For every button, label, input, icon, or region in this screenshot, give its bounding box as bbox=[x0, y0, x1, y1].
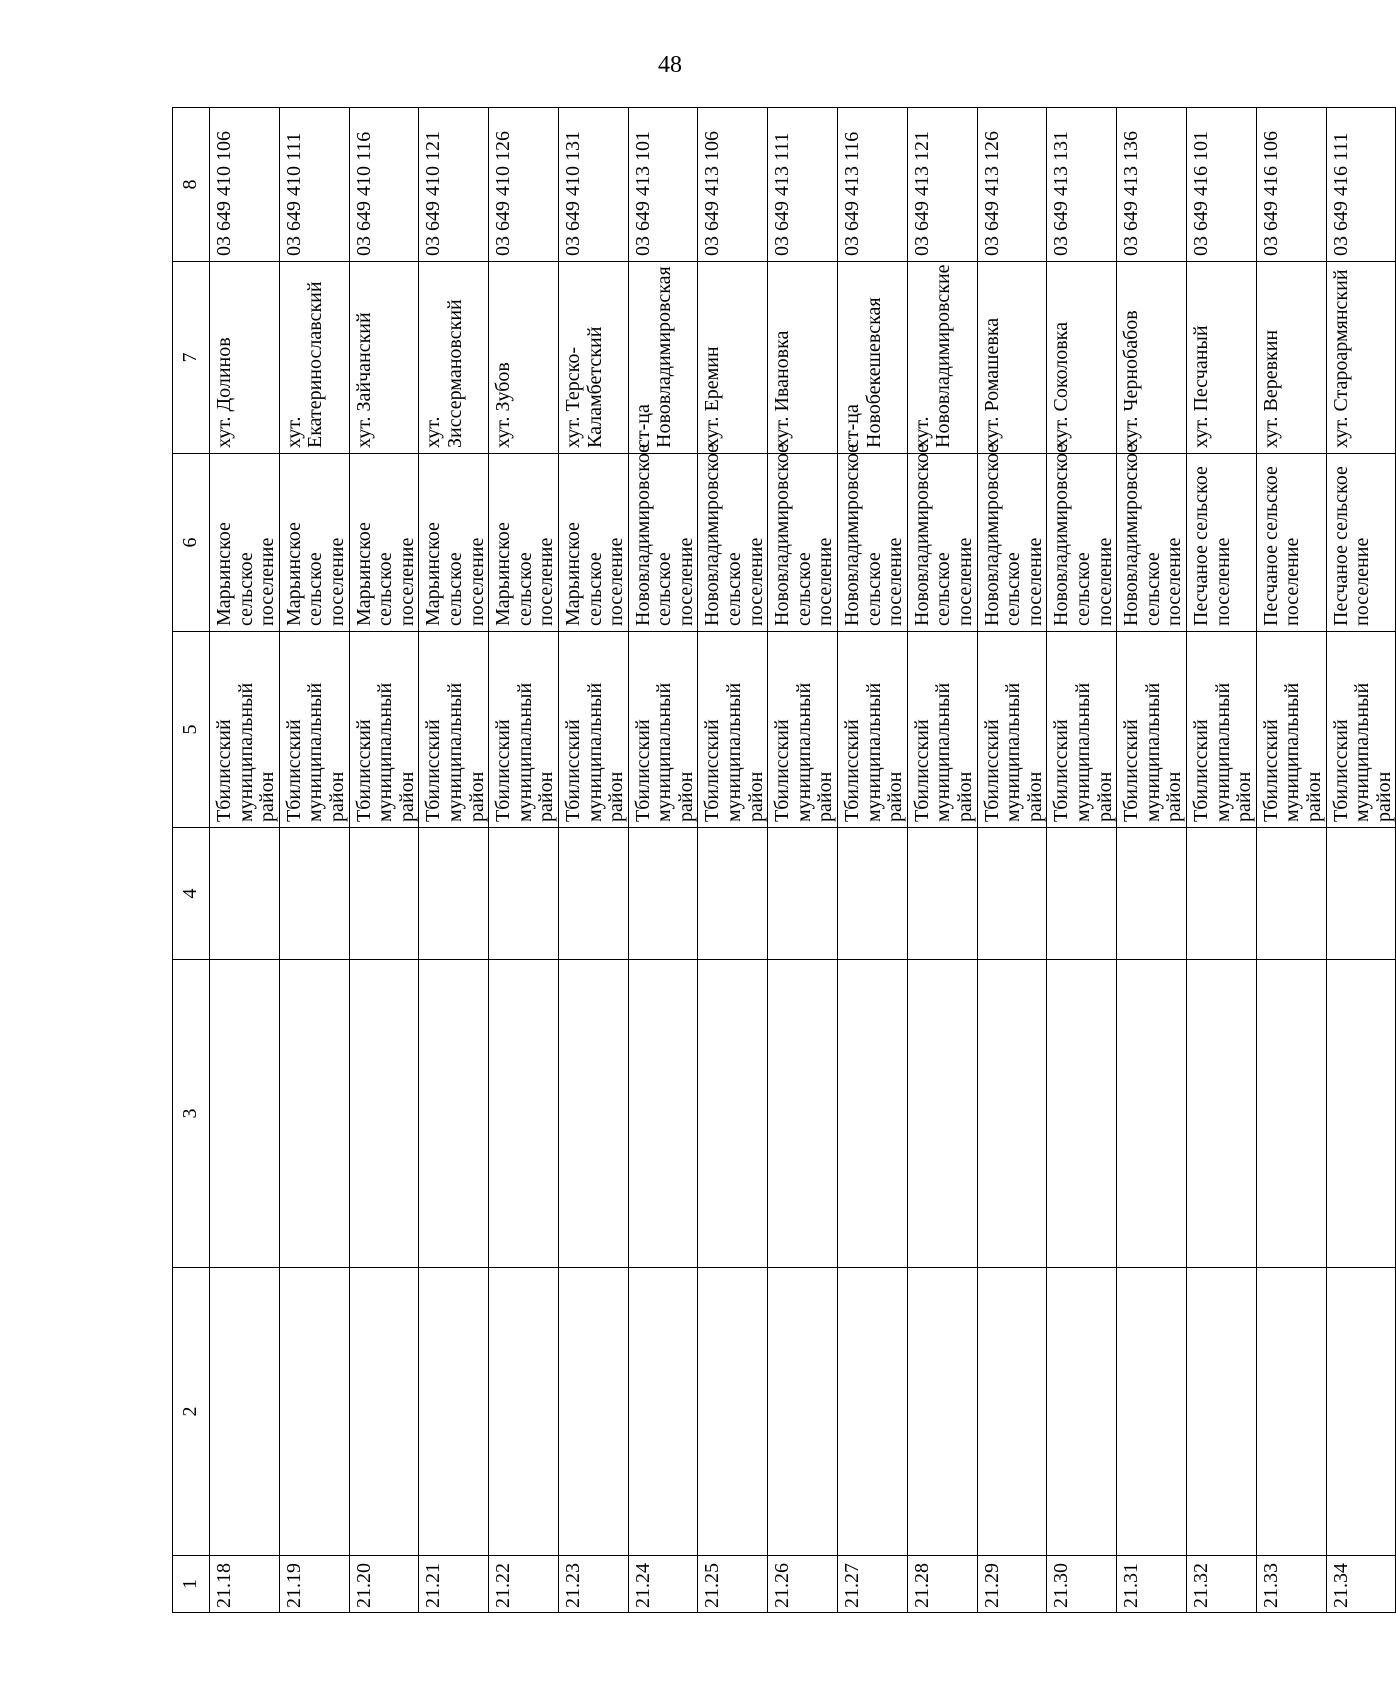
column-2-cell bbox=[977, 1268, 1047, 1556]
column-3-cell bbox=[419, 960, 489, 1268]
column-4-cell bbox=[210, 828, 280, 960]
column-4-cell bbox=[558, 828, 628, 960]
table-row bbox=[1186, 108, 1256, 1613]
municipal-district-cell: Тбилисский муниципальный район bbox=[1326, 632, 1396, 828]
locality-name-cell: хут. Долинов bbox=[210, 262, 280, 454]
column-2-cell bbox=[1256, 1268, 1326, 1556]
column-4-cell bbox=[977, 828, 1047, 960]
oktmo-code-cell: 03 649 413 106 bbox=[698, 108, 768, 262]
oktmo-code-cell: 03 649 413 116 bbox=[838, 108, 908, 262]
row-number-cell: 21.24 bbox=[628, 1556, 698, 1613]
column-header-5: 5 bbox=[173, 632, 210, 828]
column-2-cell bbox=[1047, 1268, 1117, 1556]
column-3-cell bbox=[1117, 960, 1187, 1268]
oktmo-code-cell: 03 649 413 126 bbox=[977, 108, 1047, 262]
column-header-8: 8 bbox=[173, 108, 210, 262]
municipal-district-cell: Тбилисский муниципальный район bbox=[279, 632, 349, 828]
column-header-2: 2 bbox=[173, 1268, 210, 1556]
column-2-cell bbox=[1186, 1268, 1256, 1556]
column-3-cell bbox=[558, 960, 628, 1268]
rural-settlement-cell: Марьинское сельское поселение bbox=[419, 454, 489, 632]
row-number-cell: 21.23 bbox=[558, 1556, 628, 1613]
locality-name-cell: хут. Нововладимировские bbox=[907, 262, 977, 454]
column-3-cell bbox=[907, 960, 977, 1268]
municipal-district-cell: Тбилисский муниципальный район bbox=[907, 632, 977, 828]
column-2-cell bbox=[210, 1268, 280, 1556]
column-4-cell bbox=[838, 828, 908, 960]
municipal-district-cell: Тбилисский муниципальный район bbox=[1256, 632, 1326, 828]
row-number-cell: 21.22 bbox=[489, 1556, 559, 1613]
row-number-cell: 21.27 bbox=[838, 1556, 908, 1613]
column-3-cell bbox=[838, 960, 908, 1268]
column-4-cell bbox=[1117, 828, 1187, 960]
table-row bbox=[349, 108, 419, 1613]
oktmo-code-cell: 03 649 410 116 bbox=[349, 108, 419, 262]
rural-settlement-cell: Марьинское сельское поселение bbox=[279, 454, 349, 632]
column-2-cell bbox=[489, 1268, 559, 1556]
column-4-cell bbox=[419, 828, 489, 960]
locality-name-cell: хут. Зиссермановский bbox=[419, 262, 489, 454]
rural-settlement-cell: Нововладимировское сельское поселение bbox=[1117, 454, 1187, 632]
municipal-district-cell: Тбилисский муниципальный район bbox=[1186, 632, 1256, 828]
oktmo-code-cell: 03 649 416 111 bbox=[1326, 108, 1396, 262]
row-number-cell: 21.19 bbox=[279, 1556, 349, 1613]
municipal-district-cell: Тбилисский муниципальный район bbox=[838, 632, 908, 828]
row-number-cell: 21.34 bbox=[1326, 1556, 1396, 1613]
column-4-cell bbox=[1186, 828, 1256, 960]
locality-name-cell: хут. Зайчанский bbox=[349, 262, 419, 454]
oktmo-code-cell: 03 649 413 121 bbox=[907, 108, 977, 262]
table-row bbox=[1117, 108, 1187, 1613]
column-3-cell bbox=[628, 960, 698, 1268]
rural-settlement-cell: Нововладимировское сельское поселение bbox=[838, 454, 908, 632]
oktmo-code-cell: 03 649 410 121 bbox=[419, 108, 489, 262]
column-2-cell bbox=[558, 1268, 628, 1556]
row-number-cell: 21.26 bbox=[768, 1556, 838, 1613]
rural-settlement-cell: Нововладимировское сельское поселение bbox=[907, 454, 977, 632]
row-number-cell: 21.31 bbox=[1117, 1556, 1187, 1613]
oktmo-code-cell: 03 649 416 101 bbox=[1186, 108, 1256, 262]
column-2-cell bbox=[628, 1268, 698, 1556]
locality-name-cell: хут. Соколовка bbox=[1047, 262, 1117, 454]
table-row bbox=[838, 108, 908, 1613]
data-table bbox=[172, 107, 1396, 1613]
column-3-cell bbox=[279, 960, 349, 1268]
locality-name-cell: хут. Зубов bbox=[489, 262, 559, 454]
column-3-cell bbox=[1047, 960, 1117, 1268]
table-header-row bbox=[173, 108, 210, 1613]
locality-name-cell: хут. Еремин bbox=[698, 262, 768, 454]
table-row bbox=[907, 108, 977, 1613]
column-2-cell bbox=[1326, 1268, 1396, 1556]
column-3-cell bbox=[698, 960, 768, 1268]
rural-settlement-cell: Марьинское сельское поселение bbox=[210, 454, 280, 632]
locality-name-cell: хут. Ивановка bbox=[768, 262, 838, 454]
column-header-6: 6 bbox=[173, 454, 210, 632]
row-number-cell: 21.29 bbox=[977, 1556, 1047, 1613]
rural-settlement-cell: Песчаное сельское поселение bbox=[1186, 454, 1256, 632]
table-row bbox=[558, 108, 628, 1613]
locality-name-cell: хут. Чернобабов bbox=[1117, 262, 1187, 454]
table-body bbox=[210, 108, 1396, 1613]
column-4-cell bbox=[768, 828, 838, 960]
column-4-cell bbox=[1047, 828, 1117, 960]
table-row bbox=[977, 108, 1047, 1613]
rural-settlement-cell: Нововладимировское сельское поселение bbox=[628, 454, 698, 632]
row-number-cell: 21.25 bbox=[698, 1556, 768, 1613]
table-row bbox=[489, 108, 559, 1613]
locality-name-cell: хут. Песчаный bbox=[1186, 262, 1256, 454]
rural-settlement-cell: Песчаное сельское поселение bbox=[1326, 454, 1396, 632]
municipal-district-cell: Тбилисский муниципальный район bbox=[349, 632, 419, 828]
rural-settlement-cell: Нововладимировское сельское поселение bbox=[977, 454, 1047, 632]
column-2-cell bbox=[838, 1268, 908, 1556]
column-2-cell bbox=[907, 1268, 977, 1556]
column-header-3: 3 bbox=[173, 960, 210, 1268]
oktmo-code-cell: 03 649 413 131 bbox=[1047, 108, 1117, 262]
rural-settlement-cell: Марьинское сельское поселение bbox=[558, 454, 628, 632]
municipal-district-cell: Тбилисский муниципальный район bbox=[1117, 632, 1187, 828]
row-number-cell: 21.28 bbox=[907, 1556, 977, 1613]
column-2-cell bbox=[1117, 1268, 1187, 1556]
locality-name-cell: ст-ца Новобекешевская bbox=[838, 262, 908, 454]
table-row bbox=[279, 108, 349, 1613]
oktmo-code-cell: 03 649 413 101 bbox=[628, 108, 698, 262]
row-number-cell: 21.21 bbox=[419, 1556, 489, 1613]
municipal-district-cell: Тбилисский муниципальный район bbox=[977, 632, 1047, 828]
locality-name-cell: хут. Веревкин bbox=[1256, 262, 1326, 454]
table-row bbox=[628, 108, 698, 1613]
column-3-cell bbox=[489, 960, 559, 1268]
row-number-cell: 21.30 bbox=[1047, 1556, 1117, 1613]
locality-name-cell: ст-ца Нововладимировская bbox=[628, 262, 698, 454]
column-header-7: 7 bbox=[173, 262, 210, 454]
column-3-cell bbox=[1186, 960, 1256, 1268]
oktmo-code-cell: 03 649 410 111 bbox=[279, 108, 349, 262]
column-4-cell bbox=[907, 828, 977, 960]
rural-settlement-cell: Песчаное сельское поселение bbox=[1256, 454, 1326, 632]
municipal-district-cell: Тбилисский муниципальный район bbox=[698, 632, 768, 828]
column-4-cell bbox=[279, 828, 349, 960]
column-4-cell bbox=[349, 828, 419, 960]
locality-name-cell: хут. Ромашевка bbox=[977, 262, 1047, 454]
rural-settlement-cell: Нововладимировское сельское поселение bbox=[698, 454, 768, 632]
rural-settlement-cell: Нововладимировское сельское поселение bbox=[768, 454, 838, 632]
column-2-cell bbox=[349, 1268, 419, 1556]
municipal-district-cell: Тбилисский муниципальный район bbox=[1047, 632, 1117, 828]
column-4-cell bbox=[628, 828, 698, 960]
row-number-cell: 21.33 bbox=[1256, 1556, 1326, 1613]
column-4-cell bbox=[1256, 828, 1326, 960]
page-number: 48 bbox=[658, 52, 682, 78]
column-header-1: 1 bbox=[173, 1556, 210, 1613]
municipal-district-cell: Тбилисский муниципальный район bbox=[628, 632, 698, 828]
table-row bbox=[210, 108, 280, 1613]
table-row bbox=[1326, 108, 1396, 1613]
column-header-4: 4 bbox=[173, 828, 210, 960]
column-3-cell bbox=[1326, 960, 1396, 1268]
column-2-cell bbox=[279, 1268, 349, 1556]
table-row bbox=[768, 108, 838, 1613]
row-number-cell: 21.32 bbox=[1186, 1556, 1256, 1613]
column-4-cell bbox=[1326, 828, 1396, 960]
table-row bbox=[419, 108, 489, 1613]
table-row bbox=[698, 108, 768, 1613]
column-3-cell bbox=[768, 960, 838, 1268]
locality-name-cell: хут. Екатеринославский bbox=[279, 262, 349, 454]
oktmo-code-cell: 03 649 410 131 bbox=[558, 108, 628, 262]
column-3-cell bbox=[1256, 960, 1326, 1268]
table-row bbox=[1047, 108, 1117, 1613]
column-4-cell bbox=[698, 828, 768, 960]
oktmo-code-cell: 03 649 416 106 bbox=[1256, 108, 1326, 262]
oktmo-code-cell: 03 649 413 111 bbox=[768, 108, 838, 262]
municipal-district-cell: Тбилисский муниципальный район bbox=[210, 632, 280, 828]
municipal-district-cell: Тбилисский муниципальный район bbox=[419, 632, 489, 828]
table-row bbox=[1256, 108, 1326, 1613]
municipal-district-cell: Тбилисский муниципальный район bbox=[489, 632, 559, 828]
rural-settlement-cell: Марьинское сельское поселение bbox=[349, 454, 419, 632]
rural-settlement-cell: Марьинское сельское поселение bbox=[489, 454, 559, 632]
column-3-cell bbox=[977, 960, 1047, 1268]
column-2-cell bbox=[698, 1268, 768, 1556]
row-number-cell: 21.18 bbox=[210, 1556, 280, 1613]
rural-settlement-cell: Нововладимировское сельское поселение bbox=[1047, 454, 1117, 632]
locality-name-cell: хут. Терско-Каламбетский bbox=[558, 262, 628, 454]
row-number-cell: 21.20 bbox=[349, 1556, 419, 1613]
column-2-cell bbox=[419, 1268, 489, 1556]
oktmo-code-cell: 03 649 410 106 bbox=[210, 108, 280, 262]
table-container bbox=[172, 108, 1395, 1613]
oktmo-code-cell: 03 649 413 136 bbox=[1117, 108, 1187, 262]
column-2-cell bbox=[768, 1268, 838, 1556]
column-3-cell bbox=[210, 960, 280, 1268]
municipal-district-cell: Тбилисский муниципальный район bbox=[558, 632, 628, 828]
column-4-cell bbox=[489, 828, 559, 960]
locality-name-cell: хут. Староармянский bbox=[1326, 262, 1396, 454]
column-3-cell bbox=[349, 960, 419, 1268]
oktmo-code-cell: 03 649 410 126 bbox=[489, 108, 559, 262]
municipal-district-cell: Тбилисский муниципальный район bbox=[768, 632, 838, 828]
